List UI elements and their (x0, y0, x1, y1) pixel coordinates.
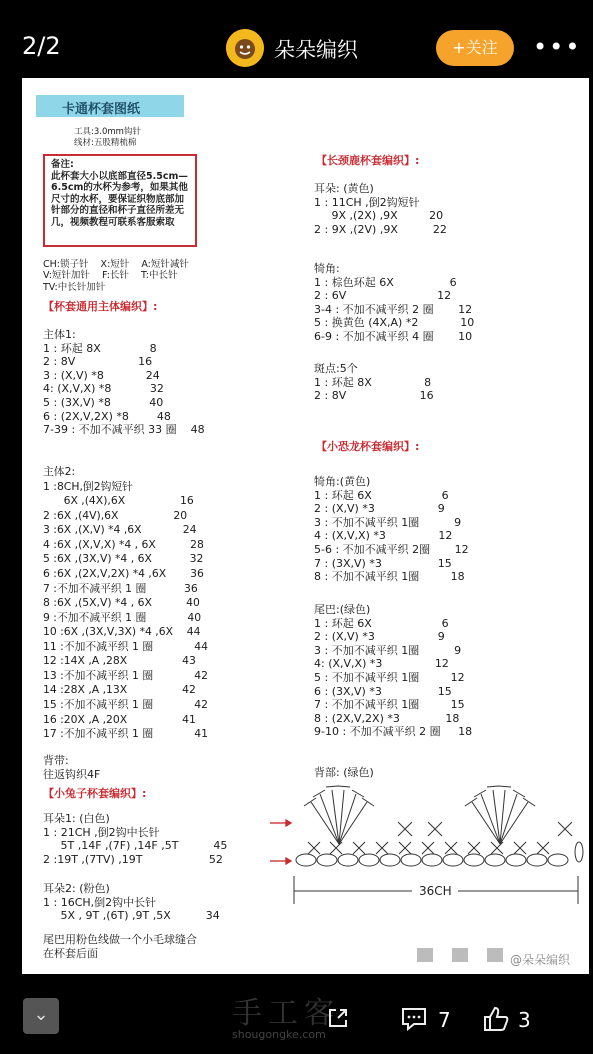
pattern-title-banner (36, 95, 184, 117)
body2-instructions: 主体2: 1 :8CH,倒2钩短针 6X ,(4X),6X 16 2 :6X ,(4V),6X 20 3 :6X ,(X,V) *4 ,6X 24 4 :6X ,(X,V,X) *4 , 6X 28 5 :6X ,(3X,V) *4 , 6X 32 6 :6X ,(2X,V,2X) *4 ,6X 36 7 :不加不减平织 1 圈 36 8 :6X ,(5X,V) *4 , 6X 40 9 :不加不减平织 1 圈 40 10 :6X ,(3X,V,3X) *4 ,6X 44 11 :不加不减平织 1 圈 44 12 :14X ,A ,28X 43 13 :不加不减平织 1 圈 42 14 :28X ,A ,13X 42 15 :不加不减平织 1 圈 42 16 :20X ,A ,20X 41 17 :不加不减平织 1 圈 41 (43, 465, 209, 741)
section-rabbit-heading: 【小兔子杯套编织】: (43, 787, 147, 800)
sheet-watermark: @朵朵编织 (510, 953, 571, 967)
watermark-block (452, 948, 468, 962)
pattern-title: 卡通杯套图纸 (62, 102, 141, 117)
rabbit-ear2-instructions: 耳朵2: (粉色) 1 : 16CH,倒2钩中长针 5X , 9T ,(6T) ,9T ,5X 34 (43, 882, 220, 923)
comment-count: 7 (438, 1008, 451, 1032)
dino-back-label: 背部: (绿色) (314, 766, 374, 779)
pattern-sheet-image (22, 78, 589, 974)
dino-tail-instructions: 尾巴:(绿色) 1 : 环起 6X 6 2 : (X,V) *3 9 3 : 不加不减平织 1圈 9 4: (X,V,X) *3 12 5 : 不加不减平织 1圈 12 6 : (3X,V) *3 15 7 : 不加不减平织 1圈 15 8 : (2X,V,2X) *3 18 9-10 : 不加不减平织 2 圈 18 (314, 603, 473, 739)
dino-back-crochet-diagram (270, 780, 589, 910)
rabbit-ear1-instructions: 耳朵1: (白色) 1 : 21CH ,倒2钩中长针 5T ,14F ,(7F) ,14F ,5T 45 2 :19T ,(7TV) ,19T 52 (43, 812, 228, 866)
section-main-heading: 【杯套通用主体编织】: (43, 300, 158, 313)
more-menu-icon[interactable]: ••• (533, 33, 582, 61)
note-text: 备注: 此杯套大小以底部直径5.5cm—6.5cm的水杯为参考，如果其他尺寸的水杯，要保证织物底部加针部分的直径和杯子直径所差无几，视频教程可联系客服索取 (51, 159, 188, 228)
site-watermark-logo: 手工客 (232, 996, 340, 1031)
chevron-down-icon: ⌄ (33, 1004, 49, 1025)
top-bar (0, 0, 593, 88)
giraffe-spot-instructions: 斑点:5个 1 : 环起 8X 8 2 : 8V 16 (314, 362, 434, 403)
abbreviations-text: CH:锁子针 X:短针 A:短针减针 V:短针加针 F:长针 T:中长针 TV:中长针加针 (43, 259, 189, 293)
dimension-label: 36CH (419, 884, 452, 898)
author-avatar[interactable] (226, 29, 264, 67)
share-icon[interactable] (326, 1006, 350, 1030)
strap-instructions: 背带: 往返钩织4F (43, 754, 101, 781)
like-count: 3 (518, 1008, 531, 1032)
watermark-block (487, 948, 503, 962)
collapse-button[interactable] (23, 998, 59, 1034)
section-giraffe-heading: 【长颈鹿杯套编织】: (316, 154, 420, 167)
page-counter: 2/2 (22, 32, 61, 60)
giraffe-ear-instructions: 耳朵: (黄色) 1 : 11CH ,倒2钩短针 9X ,(2X) ,9X 20 2 : 9X ,(2V) ,9X 22 (314, 182, 447, 236)
section-dino-heading: 【小恐龙杯套编织】: (316, 440, 420, 453)
giraffe-horn-instructions: 犄角: 1 : 棕色环起 6X 6 2 : 6V 12 3-4 : 不加不减平织 2 圈 12 5 : 换黄色 (4X,A) *2 10 6-9 : 不加不减平织 4 圈 10 (314, 262, 475, 343)
tools-text: 工具:3.0mm钩针 线材:五股精梳棉 (74, 127, 141, 148)
like-icon[interactable] (482, 1005, 510, 1033)
comment-icon[interactable] (400, 1006, 428, 1032)
rabbit-tail-instructions: 尾巴用粉色线做一个小毛球缝合 在杯套后面 (43, 933, 197, 960)
site-watermark-url: shougongke.com (232, 1028, 326, 1041)
dino-horn-instructions: 犄角:(黄色) 1 : 环起 6X 6 2 : (X,V) *3 9 3 : 不加不减平织 1圈 9 4 : (X,V,X) *3 12 5-6 : 不加不减平织 2圈 12 7 : (3X,V) *3 15 8 : 不加不减平织 1圈 18 (314, 475, 469, 584)
author-name[interactable]: 朵朵编织 (274, 38, 358, 62)
note-box (43, 154, 197, 247)
follow-button[interactable]: +关注 (436, 30, 514, 66)
bottom-bar (0, 976, 593, 1054)
body1-instructions: 主体1: 1 : 环起 8X 8 2 : 8V 16 3 : (X,V) *8 24 4: (X,V,X) *8 32 5 : (3X,V) *8 40 6 : (2X,V,2X) *8 48 7-39 : 不加不减平织 33 圈 48 (43, 328, 205, 437)
watermark-block (417, 948, 433, 962)
